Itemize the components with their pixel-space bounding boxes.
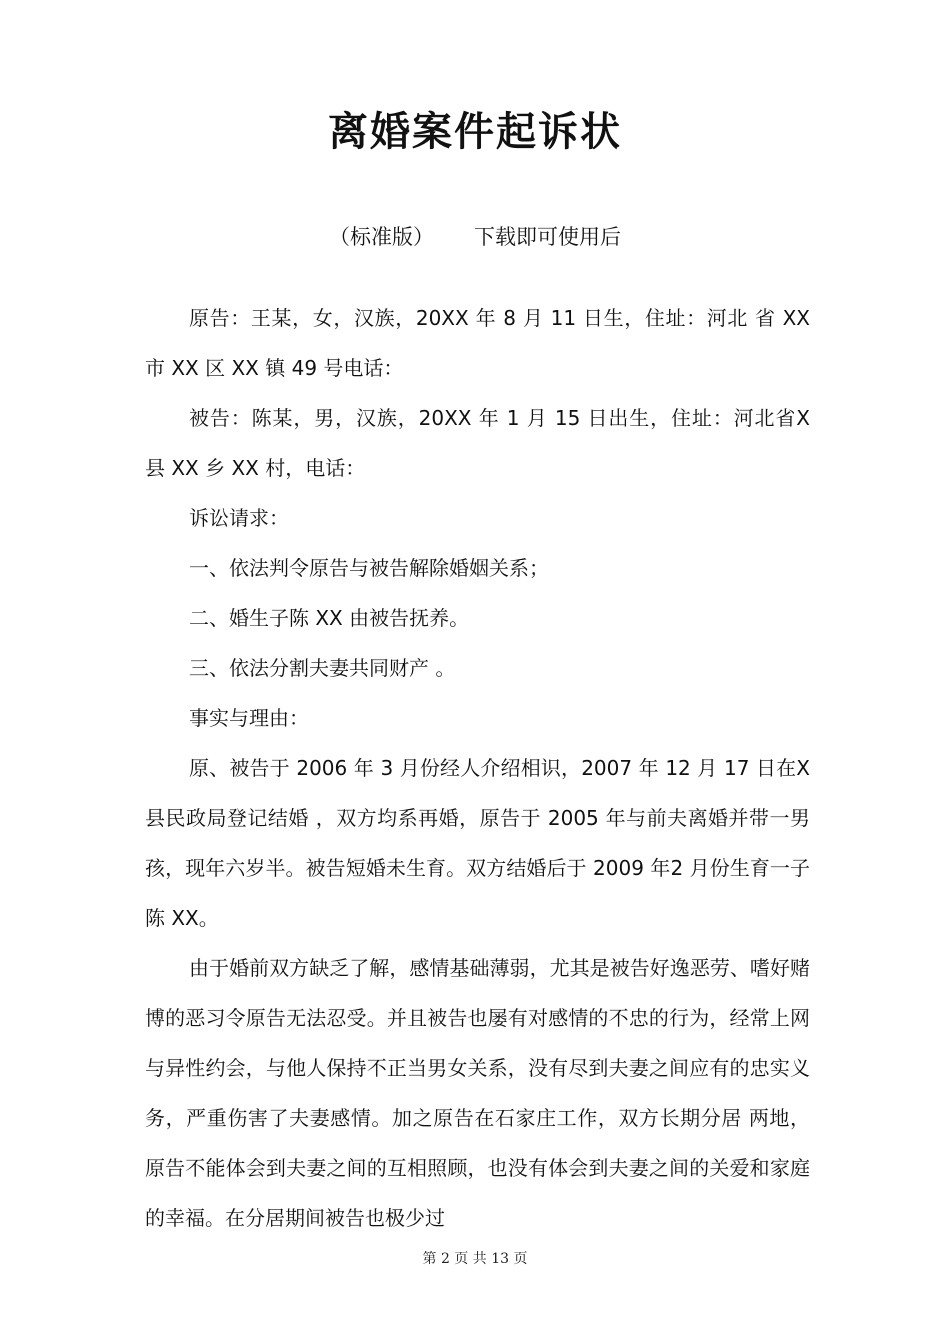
paragraph-claim-3: 三、依法分割夫妻共同财产 。 xyxy=(189,656,456,680)
page-footer: 第 2 页 共 13 页 xyxy=(422,1251,528,1267)
paragraph-facts-heading: 事实与理由： xyxy=(189,706,309,730)
document-title: 离婚案件起诉状 xyxy=(328,109,622,155)
subtitle-note: 下载即可使用后 xyxy=(474,225,621,249)
subtitle-edition: （标准版） xyxy=(329,225,434,249)
paragraph-claims-heading: 诉讼请求： xyxy=(189,506,289,530)
paragraph-plaintiff: 原告：王某，女，汉族，20XX 年 8 月 11 日生，住址：河北 省 XX 市 XX 区 XX 镇 49 号电话： xyxy=(145,306,810,380)
paragraph-facts-1: 原、被告于 2006 年 3 月份经人介绍相识，2007 年 12 月 17 日在X 县民政局登记结婚 ，双方均系再婚，原告于 2005 年与前夫离婚并带一男孩，现年六岁半。被告短婚未生育。双方结婚后于 2009 年2 月份生育一子陈 XX。 xyxy=(145,756,810,930)
document-subtitle xyxy=(0,221,950,251)
paragraph-defendant: 被告：陈某，男，汉族，20XX 年 1 月 15 日出生，住址：河北省X 县 XX 乡 XX 村，电话： xyxy=(145,406,810,480)
document-body xyxy=(145,293,810,1243)
paragraph-facts-2: 由于婚前双方缺乏了解，感情基础薄弱，尤其是被告好逸恶劳、嗜好赌博的恶习令原告无法忍受。并且被告也屡有对感情的不忠的行为，经常上网与异性约会，与他人保持不正当男女关系，没有尽到夫妻之间应有的忠实义务，严重伤害了夫妻感情。加之原告在石家庄工作，双方长期分居 两地，原告不能体会到夫妻之间的互相照顾，也没有体会到夫妻之间的关爱和家庭的幸福。在分居期间被告也极少过 xyxy=(145,956,810,1230)
paragraph-claim-2: 二、婚生子陈 XX 由被告抚养。 xyxy=(189,606,470,630)
paragraph-claim-1: 一、依法判令原告与被告解除婚姻关系； xyxy=(189,556,549,580)
